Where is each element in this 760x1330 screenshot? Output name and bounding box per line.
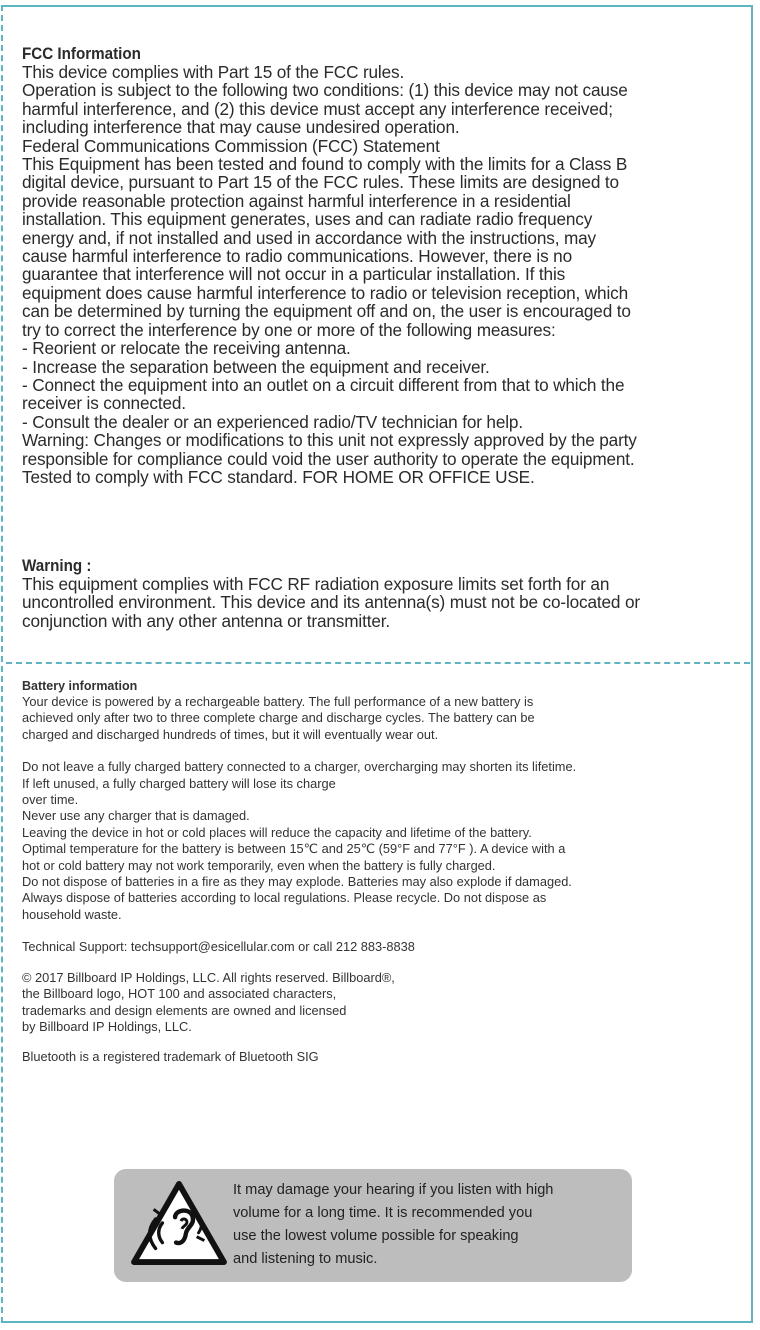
copyright-line: by Billboard IP Holdings, LLC. [22,1018,192,1034]
dashed-divider [6,662,750,664]
fcc-line: receiver is connected. [22,393,186,414]
battery-line: Your device is powered by a rechargeable battery. The full performance of a new battery is [22,694,534,709]
hearing-notice [114,1169,632,1282]
battery-line: Optimal temperature for the battery is between 15℃ and 25℃ (59°F and 77°F ). A device with a [22,841,566,857]
fcc-line: try to correct the interference by one or more of the following measures: [22,319,556,340]
hearing-notice-line: volume for a long time. It is recommended you [233,1205,533,1221]
hearing-notice-line: It may damage your hearing if you listen with high [233,1182,554,1198]
fcc-line: harmful interference, and (2) this device must accept any interference received; [22,98,613,119]
rf-warning-body [22,575,738,630]
hearing-notice-line: and listening to music. [233,1251,378,1267]
copyright-line: © 2017 Billboard IP Holdings, LLC. All rights reserved. Billboard®, [22,969,395,985]
rf-warning-heading: Warning : [22,557,92,575]
battery-line: household waste. [22,906,122,922]
battery-line: hot or cold battery may not work temporarily, even when the battery is fully charged. [22,857,496,873]
fcc-line: - Connect the equipment into an outlet on a circuit different from that to which the [22,374,625,395]
fcc-line: Operation is subject to the following two conditions: (1) this device may not cause [22,80,628,101]
hearing-notice-text [233,1179,553,1271]
fcc-line: digital device, pursuant to Part 15 of the FCC rules. These limits are designed to [22,172,619,193]
fcc-line: equipment does cause harmful interference to radio or television reception, which [22,282,628,303]
fcc-section [22,45,738,486]
fcc-line: Warning: Changes or modifications to this unit not expressly approved by the party [22,430,637,451]
rf-warning-section [22,557,738,630]
battery-section [22,678,738,1066]
fcc-line: provide reasonable protection against harmful interference in a residential [22,190,571,211]
technical-support: Technical Support: techsupport@esicellular.com or call 212 883-8838 [22,939,415,955]
bluetooth-trademark: Bluetooth is a registered trademark of Bluetooth SIG [22,1049,319,1065]
fcc-line: This device complies with Part 15 of the FCC rules. [22,62,405,82]
fcc-line: installation. This equipment generates, uses and can radiate radio frequency [22,209,593,230]
fcc-line: Tested to comply with FCC standard. FOR HOME OR OFFICE USE. [22,466,535,487]
copyright-line: trademarks and design elements are owned and licensed [22,1002,347,1018]
battery-line: Never use any charger that is damaged. [22,808,250,824]
fcc-line: - Consult the dealer or an experienced radio/TV technician for help. [22,411,523,432]
battery-line: achieved only after two to three complete charge and discharge cycles. The battery can be [22,710,535,726]
battery-line: charged and discharged hundreds of times, but it will eventually wear out. [22,726,439,742]
battery-line: If left unused, a fully charged battery will lose its charge [22,775,336,791]
rf-warning-line: conjunction with any other antenna or transmitter. [22,610,390,631]
copyright-line: the Billboard logo, HOT 100 and associated characters, [22,986,337,1002]
fcc-line: - Reorient or relocate the receiving antenna. [22,338,351,359]
battery-heading: Battery information [22,679,138,693]
fcc-line: guarantee that interference will not occur in a particular installation. If this [22,264,566,285]
fcc-line: can be determined by turning the equipment off and on, the user is encouraged to [22,301,631,322]
fcc-line: This Equipment has been tested and found to comply with the limits for a Class B [22,154,628,175]
fcc-line: cause harmful interference to radio communications. However, there is no [22,246,572,267]
fcc-line: energy and, if not installed and used in accordance with the instructions, may [22,227,596,248]
battery-line: Always dispose of batteries according to local regulations. Please recycle. Do not dispose as [22,890,547,906]
fcc-heading: FCC Information [22,45,141,63]
rf-warning-line: uncontrolled environment. This device and its antenna(s) must not be co-located or [22,592,640,613]
battery-line: Do not leave a fully charged battery connected to a charger, overcharging may shorten its lifetime. [22,759,577,775]
battery-line: Do not dispose of batteries in a fire as they may explode. Batteries may also explode if damaged. [22,874,572,890]
hearing-damage-warning-icon [130,1180,228,1266]
fcc-line: - Increase the separation between the equipment and receiver. [22,356,490,377]
battery-line: over time. [22,792,79,808]
rf-warning-line: This equipment complies with FCC RF radiation exposure limits set forth for an [22,574,610,594]
fcc-line: Federal Communications Commission (FCC) Statement [22,135,440,156]
fcc-line: responsible for compliance could void the user authority to operate the equipment. [22,448,635,469]
hearing-notice-line: use the lowest volume possible for speaking [233,1228,519,1244]
battery-line: Leaving the device in hot or cold places will reduce the capacity and lifetime of the battery. [22,824,532,840]
fcc-body [22,63,738,486]
fcc-line: including interference that may cause undesired operation. [22,117,460,138]
